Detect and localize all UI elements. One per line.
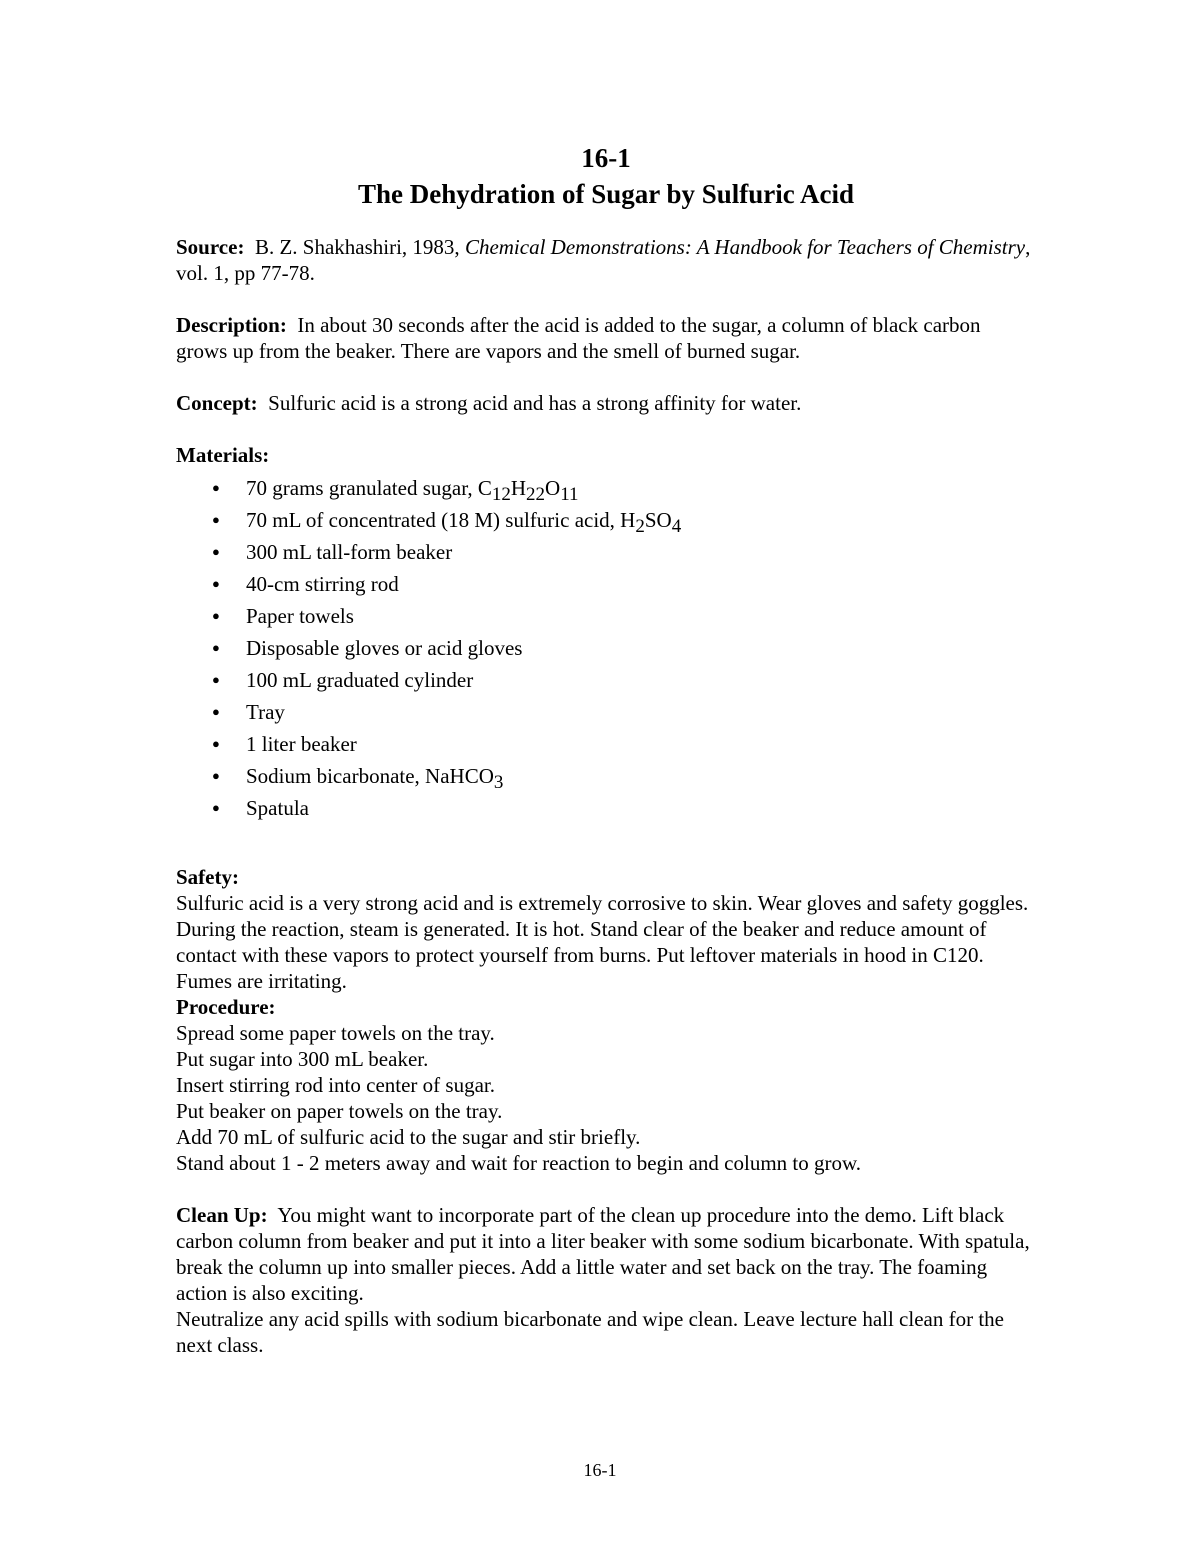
procedure-step: Put beaker on paper towels on the tray. [176,1099,503,1123]
list-item: ● 70 grams granulated sugar, $C_{12}H_{22}O_{11}$ [176,472,1036,504]
list-item: ● Disposable gloves or acid gloves [176,632,1036,664]
bullet-icon: ● [212,608,220,623]
bullet-icon: ● [212,768,220,783]
procedure-step: Spread some paper towels on the tray. [176,1021,495,1045]
list-item: ● Tray [176,696,1036,728]
description-label: Description: [176,313,287,337]
document-number: 16-1 [581,143,631,173]
list-item: ● 40-cm stirring rod [176,568,1036,600]
source-label: Source: [176,235,245,259]
bullet-icon: ● [212,480,220,495]
document-body [176,140,1036,1358]
bullet-icon: ● [212,736,220,751]
concept-paragraph [176,390,1036,416]
procedure-heading: Procedure: [176,995,276,1019]
cleanup-text-2: Neutralize any acid spills with sodium bicarbonate and wipe clean. Leave lecture hall clean for the next class. [176,1307,1004,1357]
list-item: ● Paper towels [176,600,1036,632]
cleanup-paragraph [176,1202,1036,1306]
cleanup-label: Clean Up: [176,1203,268,1227]
document-title: The Dehydration of Sugar by Sulfuric Acid [357,179,855,209]
spacer [176,824,1036,850]
procedure-step: Add 70 mL of sulfuric acid to the sugar and stir briefly. [176,1125,641,1149]
page-number: 16-1 [583,1460,617,1480]
list-item: ● 1 liter beaker [176,728,1036,760]
bullet-icon: ● [212,704,220,719]
bullet-icon: ● [212,672,220,687]
description-paragraph [176,312,1036,364]
safety-text: Sulfuric acid is a very strong acid and is extremely corrosive to skin. Wear gloves and safety goggles. During the reaction, steam is generated. It is hot. Stand clear of the beaker and reduce amount of contact with these vapors to protect yourself from burns. Put leftover materials in hood in C120. Fumes are irritating. [176,891,1029,993]
list-item: ● 70 mL of concentrated (18 M) sulfuric acid, $H_2SO_4$ [176,504,1036,536]
bullet-icon: ● [212,544,220,559]
source-text: B. Z. Shakhashiri, 1983, [254,235,460,259]
bullet-icon: ● [212,576,220,591]
safety-heading: Safety: [176,865,239,889]
concept-text: Sulfuric acid is a strong acid and has a strong affinity for water. [268,391,802,415]
bullet-icon: ● [212,512,220,527]
materials-heading: Materials: [176,443,270,467]
list-item: ● 100 mL graduated cylinder [176,664,1036,696]
procedure-step: Stand about 1 - 2 meters away and wait for reaction to begin and column to grow. [176,1151,862,1175]
bullet-icon: ● [212,800,220,815]
source-text-post: , vol. 1, pp 77-78. [176,235,1031,285]
list-item: ● Spatula [176,792,1036,824]
source-paragraph [176,234,1036,286]
concept-label: Concept: [176,391,258,415]
cleanup-text: You might want to incorporate part of the clean up procedure into the demo. Lift black carbon column from beaker and put it into a liter beaker with some sodium bicarbonate. With spatula, break the column up into smaller pieces. Add a little water and set back on the tray. The foaming action is also exciting. [176,1203,1030,1305]
bullet-icon: ● [212,640,220,655]
source-book-title: Chemical Demonstrations: A Handbook for Teachers of Chemistry [464,235,1026,259]
procedure-step: Insert stirring rod into center of sugar. [176,1073,495,1097]
list-item: ● 300 mL tall-form beaker [176,536,1036,568]
materials-list [176,472,1036,824]
procedure-step: Put sugar into 300 mL beaker. [176,1047,429,1071]
list-item: ● Sodium bicarbonate, NaHCO$_3$ [176,760,1036,792]
description-text: In about 30 seconds after the acid is added to the sugar, a column of black carbon grows up from the beaker. There are vapors and the smell of burned sugar. [176,313,981,363]
